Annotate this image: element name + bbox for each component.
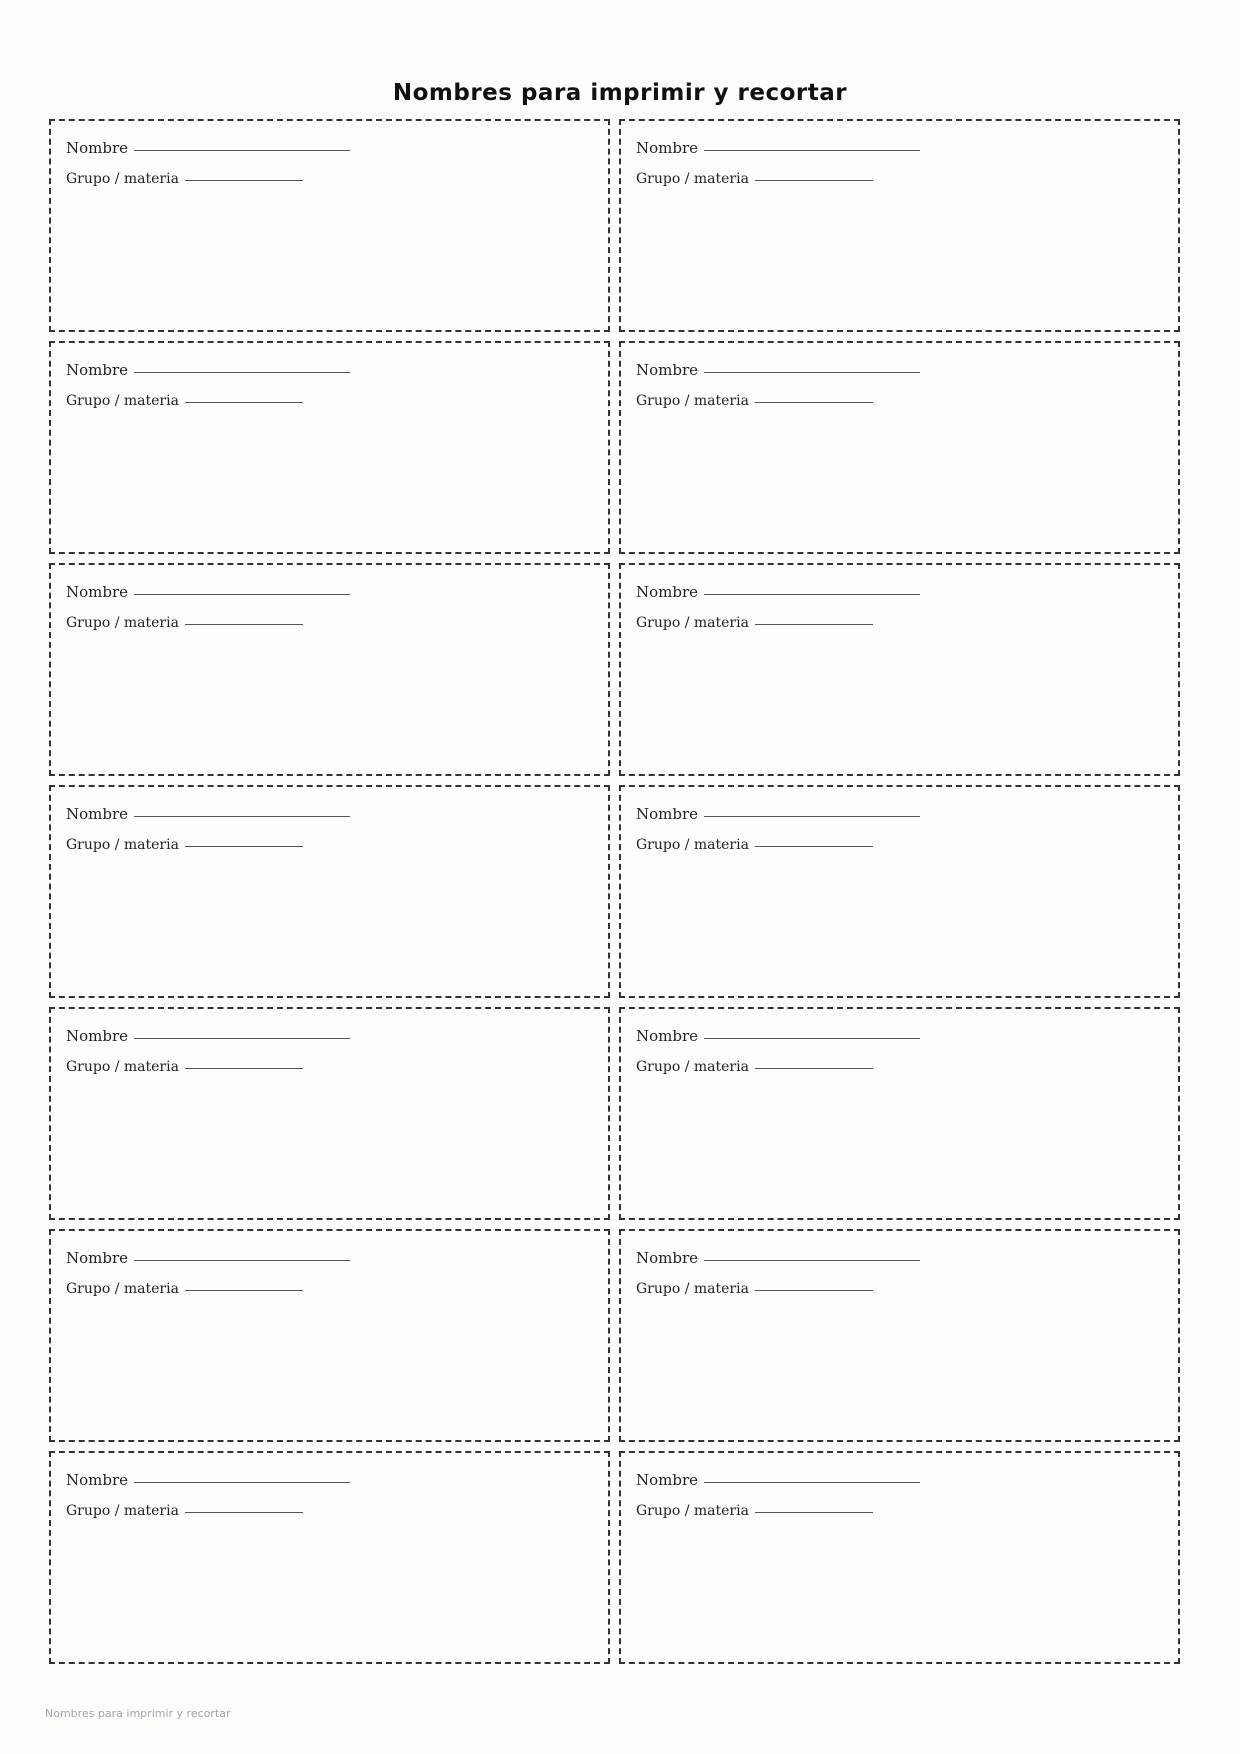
group-label: Grupo / materia — [636, 837, 749, 853]
name-label: Nombre — [636, 361, 699, 379]
group-line — [636, 1281, 873, 1297]
name-card — [619, 1451, 1180, 1664]
name-line — [636, 361, 920, 379]
name-line — [66, 139, 350, 157]
name-label: Nombre — [636, 1027, 699, 1045]
name-card — [49, 1451, 610, 1664]
group-line — [66, 1281, 303, 1297]
group-line — [636, 1059, 873, 1075]
name-line — [636, 1249, 920, 1267]
name-blank — [134, 1037, 350, 1039]
name-label: Nombre — [636, 1471, 699, 1489]
name-label: Nombre — [636, 139, 699, 157]
name-line — [66, 1471, 350, 1489]
name-label: Nombre — [66, 1027, 129, 1045]
name-card — [49, 119, 610, 332]
name-line — [636, 583, 920, 601]
page-footer: Nombres para imprimir y recortar — [45, 1707, 231, 1720]
group-blank — [185, 401, 303, 403]
name-card — [619, 785, 1180, 998]
name-label: Nombre — [636, 1249, 699, 1267]
name-blank — [704, 149, 920, 151]
name-card — [49, 1007, 610, 1220]
group-line — [66, 837, 303, 853]
group-blank — [185, 1067, 303, 1069]
cutout-card-grid — [49, 119, 1182, 1664]
group-label: Grupo / materia — [636, 1281, 749, 1297]
name-card — [619, 1007, 1180, 1220]
name-line — [636, 139, 920, 157]
name-label: Nombre — [636, 583, 699, 601]
group-line — [636, 615, 873, 631]
name-label: Nombre — [66, 1249, 129, 1267]
name-card — [49, 785, 610, 998]
name-line — [66, 1249, 350, 1267]
name-card — [619, 119, 1180, 332]
name-blank — [704, 593, 920, 595]
name-label: Nombre — [66, 361, 129, 379]
name-blank — [134, 815, 350, 817]
group-blank — [755, 401, 873, 403]
name-card — [619, 341, 1180, 554]
name-line — [66, 361, 350, 379]
name-label: Nombre — [66, 1471, 129, 1489]
group-label: Grupo / materia — [66, 393, 179, 409]
name-card — [49, 341, 610, 554]
group-label: Grupo / materia — [636, 171, 749, 187]
name-label: Nombre — [66, 805, 129, 823]
group-line — [66, 1059, 303, 1075]
name-blank — [704, 371, 920, 373]
group-line — [636, 393, 873, 409]
group-line — [66, 1503, 303, 1519]
group-blank — [755, 845, 873, 847]
group-line — [636, 171, 873, 187]
group-blank — [185, 1511, 303, 1513]
group-label: Grupo / materia — [66, 171, 179, 187]
name-label: Nombre — [636, 805, 699, 823]
name-label: Nombre — [66, 583, 129, 601]
group-line — [636, 837, 873, 853]
name-blank — [134, 1481, 350, 1483]
group-label: Grupo / materia — [66, 1281, 179, 1297]
group-label: Grupo / materia — [636, 1059, 749, 1075]
name-card — [619, 1229, 1180, 1442]
name-blank — [134, 149, 350, 151]
name-line — [636, 805, 920, 823]
group-label: Grupo / materia — [636, 615, 749, 631]
group-blank — [755, 623, 873, 625]
name-blank — [134, 1259, 350, 1261]
group-blank — [755, 1511, 873, 1513]
name-blank — [134, 593, 350, 595]
name-line — [66, 1027, 350, 1045]
group-label: Grupo / materia — [636, 393, 749, 409]
name-card — [49, 563, 610, 776]
group-line — [66, 615, 303, 631]
group-blank — [185, 1289, 303, 1291]
group-blank — [185, 623, 303, 625]
group-line — [66, 171, 303, 187]
name-card — [49, 1229, 610, 1442]
group-line — [636, 1503, 873, 1519]
name-label: Nombre — [66, 139, 129, 157]
name-blank — [134, 371, 350, 373]
group-blank — [755, 179, 873, 181]
name-blank — [704, 1037, 920, 1039]
group-blank — [755, 1289, 873, 1291]
name-card — [619, 563, 1180, 776]
page-title: Nombres para imprimir y recortar — [392, 80, 848, 106]
group-blank — [755, 1067, 873, 1069]
name-blank — [704, 815, 920, 817]
group-label: Grupo / materia — [66, 1503, 179, 1519]
group-blank — [185, 179, 303, 181]
name-blank — [704, 1481, 920, 1483]
name-line — [636, 1027, 920, 1045]
name-line — [66, 583, 350, 601]
group-label: Grupo / materia — [636, 1503, 749, 1519]
name-line — [66, 805, 350, 823]
name-line — [636, 1471, 920, 1489]
group-label: Grupo / materia — [66, 615, 179, 631]
name-blank — [704, 1259, 920, 1261]
group-blank — [185, 845, 303, 847]
group-label: Grupo / materia — [66, 1059, 179, 1075]
group-label: Grupo / materia — [66, 837, 179, 853]
group-line — [66, 393, 303, 409]
